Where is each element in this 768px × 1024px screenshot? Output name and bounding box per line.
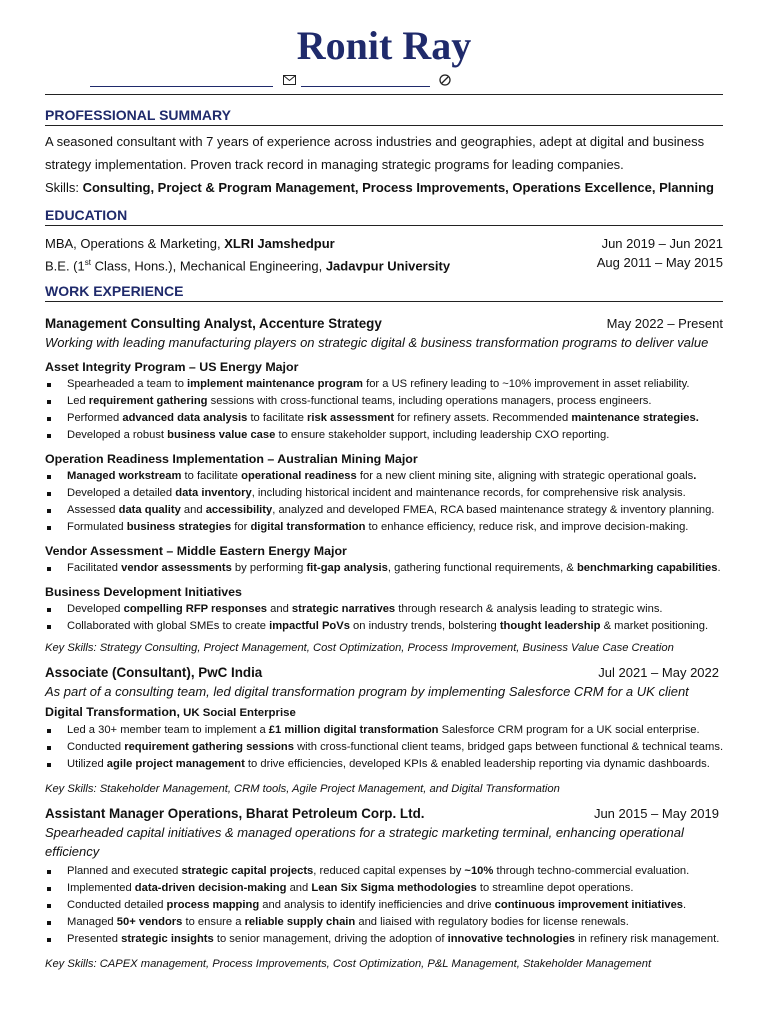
- bullet-text: .: [717, 562, 721, 575]
- education-dates: Jun 2019 – Jun 2021: [601, 236, 723, 251]
- slashed-circle-icon: [439, 74, 451, 89]
- bullet-text: sessions with cross-functional teams, including operations managers, process engineers.: [207, 395, 652, 408]
- bullet-text: for a US refinery leading to ~10% improvement in asset reliability.: [362, 378, 690, 391]
- contact-line: [45, 70, 723, 94]
- job-summary: Spearheaded capital initiatives & managed operations for a strategic marketing terminal, enhancing operational efficiency: [45, 825, 684, 860]
- bullet-text: to ensure a: [182, 916, 245, 929]
- bullet-item: [45, 427, 723, 444]
- bullet-text: Performed: [67, 412, 123, 425]
- bullet-text: Managed: [67, 916, 117, 929]
- job-title: Assistant Manager Operations, Bharat Petroleum Corp. Ltd.: [45, 806, 425, 822]
- section-heading-education: EDUCATION: [45, 207, 723, 226]
- school: Jadavpur University: [325, 258, 451, 274]
- bullet-text: on industry trends, bolstering: [349, 620, 500, 633]
- bullet-emphasis: innovative technologies: [447, 933, 576, 946]
- bullet-list: [45, 601, 723, 635]
- bullet-text: Conducted: [67, 741, 125, 754]
- bullet-item: [45, 393, 723, 410]
- candidate-name: Ronit Ray: [296, 23, 472, 68]
- degree: MBA, Operations & Marketing,: [45, 236, 225, 251]
- bullet-item: [45, 519, 723, 536]
- bullet-text: and liaised with regulatory bodies for license renewals.: [355, 916, 629, 929]
- bullet-item: [45, 880, 723, 897]
- job-header: [45, 804, 723, 823]
- bullet-emphasis: strategic insights: [121, 933, 214, 946]
- bullet-emphasis: digital transformation: [250, 521, 366, 534]
- bullet-text: by performing: [231, 562, 307, 575]
- bullet-text: for refinery assets. Recommended: [394, 412, 572, 425]
- bullet-emphasis: Managed workstream: [67, 470, 182, 483]
- bullet-emphasis: requirement gathering sessions: [124, 741, 294, 754]
- skills-line: [45, 176, 723, 199]
- job-dates: May 2022 – Present: [606, 316, 723, 332]
- bullet-text: to senior management, driving the adoption of: [213, 933, 448, 946]
- bullet-text: Implemented: [67, 882, 135, 895]
- project-title: Asset Integrity Program – US Energy Major: [45, 360, 299, 375]
- bullet-text: Formulated: [67, 521, 127, 534]
- bullet-text: Led: [67, 395, 89, 408]
- bullet-item: [45, 560, 723, 577]
- bullet-text: through techno-commercial evaluation.: [493, 865, 690, 878]
- bullet-text: Led a 30+ member team to implement a: [67, 724, 269, 737]
- bullet-text: and: [180, 504, 206, 517]
- bullet-text: to facilitate: [181, 470, 242, 483]
- key-skills: Key Skills: Stakeholder Management, CRM tools, Agile Project Management, and Digital Transformation: [45, 783, 560, 796]
- email-placeholder-line[interactable]: [90, 86, 273, 87]
- bullet-text: , including historical incident and maintenance records, for comprehensive risk analysis.: [251, 487, 686, 500]
- education-row: [45, 253, 723, 275]
- summary-text: A seasoned consultant with 7 years of experience across industries and geographies, adept at digital and business strategy implementation. Proven track record in managing strategic programs for leading companies.: [45, 134, 705, 172]
- bullet-text: through research & analysis leading to strategic wins.: [395, 603, 663, 616]
- project-title-main: Digital Transformation,: [45, 705, 180, 720]
- project-title: Operation Readiness Implementation – Australian Mining Major: [45, 452, 418, 467]
- bullet-text: Collaborated with global SMEs to create: [67, 620, 270, 633]
- degree: B.E. (1: [45, 258, 85, 274]
- bullet-text: with cross-functional client teams, bridged gaps between functional & technical teams.: [293, 741, 724, 754]
- bullet-emphasis: implement maintenance program: [187, 378, 363, 391]
- bullet-emphasis: thought leadership: [499, 620, 601, 633]
- skills-label: Skills:: [45, 180, 79, 195]
- skills-list: Consulting, Project & Program Management, Process Improvements, Operations Excellence, Planning: [82, 180, 714, 195]
- key-skills: Key Skills: Strategy Consulting, Project Management, Cost Optimization, Process Improvement, Business Value Case Creation: [45, 642, 674, 655]
- bullet-text: Developed a detailed: [67, 487, 176, 500]
- bullet-text: for: [231, 521, 251, 534]
- bullet-text: Utilized: [67, 758, 107, 771]
- bullet-text: Presented: [67, 933, 122, 946]
- bullet-text: , analyzed and developed FMEA, RCA based maintenance strategy & inventory planning.: [272, 504, 715, 517]
- key-skills: Key Skills: CAPEX management, Process Improvements, Cost Optimization, P&L Management, Stakeholder Management: [45, 958, 652, 971]
- bullet-emphasis: fit-gap analysis: [306, 562, 388, 575]
- bullet-emphasis: requirement gathering: [88, 395, 208, 408]
- bullet-item: [45, 914, 723, 931]
- bullet-text: to enhance efficiency, reduce risk, and improve decision-making.: [365, 521, 689, 534]
- bullet-emphasis: risk assessment: [307, 412, 395, 425]
- bullet-emphasis: strategic narratives: [291, 603, 396, 616]
- bullet-text: to facilitate: [247, 412, 308, 425]
- bullet-item: [45, 502, 723, 519]
- degree: Class, Hons.), Mechanical Engineering,: [90, 258, 326, 274]
- bullet-text: for a new client mining site, aligning with strategic operational goals: [356, 470, 694, 483]
- bullet-emphasis: operational readiness: [241, 470, 357, 483]
- bullet-emphasis: continuous improvement initiatives: [494, 899, 684, 912]
- section-heading-work: WORK EXPERIENCE: [45, 283, 723, 302]
- job-summary: As part of a consulting team, led digital transformation program by implementing Salesforce CRM for a UK client: [45, 684, 689, 700]
- bullet-text: Spearheaded a team to: [67, 378, 188, 391]
- project-title-client: UK Social Enterprise: [179, 707, 296, 720]
- bullet-text: Developed: [67, 603, 124, 616]
- bullet-item: [45, 376, 723, 393]
- job-header: [45, 314, 723, 333]
- bullet-emphasis: reliable supply chain: [244, 916, 356, 929]
- bullet-text: Facilitated: [67, 562, 122, 575]
- degree-superscript: st: [84, 258, 91, 267]
- bullet-item: [45, 618, 723, 635]
- job-dates: Jul 2021 – May 2022: [598, 665, 719, 681]
- bullet-text: .: [683, 899, 687, 912]
- bullet-text: and analysis to identify inefficiencies and drive: [259, 899, 495, 912]
- bullet-item: [45, 410, 723, 427]
- school: XLRI Jamshedpur: [224, 236, 335, 251]
- bullet-item: [45, 722, 723, 739]
- bullet-list: [45, 560, 723, 577]
- bullet-list: [45, 722, 723, 773]
- bullet-text: , gathering functional requirements, &: [387, 562, 577, 575]
- bullet-item: [45, 601, 723, 618]
- bullet-item: [45, 863, 723, 880]
- bullet-emphasis: maintenance strategies.: [571, 412, 699, 425]
- bullet-item: [45, 485, 723, 502]
- education-row: [45, 234, 723, 253]
- envelope-icon: [283, 74, 296, 88]
- resume-page: [45, 0, 723, 973]
- bullet-emphasis: vendor assessments: [121, 562, 232, 575]
- project-title: Vendor Assessment – Middle Eastern Energy Major: [45, 544, 347, 559]
- bullet-emphasis: strategic capital projects: [181, 865, 314, 878]
- bullet-text: in refinery risk management.: [575, 933, 720, 946]
- job-title: Management Consulting Analyst, Accenture Strategy: [45, 316, 382, 332]
- bullet-emphasis: Lean Six Sigma methodologies: [311, 882, 477, 895]
- bullet-emphasis: compelling RFP responses: [123, 603, 268, 616]
- bullet-emphasis: benchmarking capabilities: [576, 562, 718, 575]
- bullet-item: [45, 739, 723, 756]
- bullet-emphasis: data quality: [118, 504, 181, 517]
- job-header: [45, 663, 723, 682]
- bullet-item: [45, 931, 723, 948]
- bullet-text: Developed a robust: [67, 429, 168, 442]
- project-title: [45, 703, 723, 722]
- bullet-list: [45, 376, 723, 444]
- bullet-list: [45, 468, 723, 536]
- bullet-text: and: [267, 603, 292, 616]
- bullet-text: to ensure stakeholder support, including leadership CXO reporting.: [275, 429, 610, 442]
- bullet-text: Planned and executed: [67, 865, 182, 878]
- bullet-text: and: [286, 882, 312, 895]
- bullet-emphasis: £1 million digital transformation: [268, 724, 439, 737]
- bullet-emphasis: .: [693, 470, 697, 483]
- bullet-emphasis: advanced data analysis: [122, 412, 248, 425]
- job-summary: Working with leading manufacturing players on strategic digital & business transformation programs to deliver value: [45, 335, 709, 351]
- bullet-emphasis: impactful PoVs: [269, 620, 350, 633]
- bullet-item: [45, 897, 723, 914]
- bullet-emphasis: agile project management: [106, 758, 245, 771]
- bullet-emphasis: business strategies: [126, 521, 232, 534]
- bullet-text: Assessed: [67, 504, 119, 517]
- bullet-emphasis: accessibility: [205, 504, 273, 517]
- education-dates: Aug 2011 – May 2015: [596, 255, 723, 270]
- bullet-text: & market positioning.: [600, 620, 709, 633]
- bullet-item: [45, 468, 723, 485]
- project-title: Business Development Initiatives: [45, 585, 242, 600]
- header-divider: [45, 94, 723, 95]
- section-heading-summary: PROFESSIONAL SUMMARY: [45, 107, 723, 126]
- job-title: Associate (Consultant), PwC India: [45, 665, 263, 681]
- link-placeholder-line[interactable]: [301, 86, 430, 87]
- bullet-emphasis: process mapping: [166, 899, 260, 912]
- bullet-list: [45, 863, 723, 948]
- bullet-text: to streamline depot operations.: [476, 882, 634, 895]
- bullet-emphasis: ~10%: [464, 865, 494, 878]
- bullet-text: Salesforce CRM program for a UK social enterprise.: [438, 724, 700, 737]
- bullet-emphasis: business value case: [167, 429, 276, 442]
- job-dates: Jun 2015 – May 2019: [593, 806, 719, 822]
- bullet-emphasis: 50+ vendors: [116, 916, 183, 929]
- bullet-emphasis: data inventory: [175, 487, 252, 500]
- bullet-emphasis: data-driven decision-making: [134, 882, 287, 895]
- bullet-item: [45, 756, 723, 773]
- bullet-text: to drive efficiencies, developed KPIs & enabled leadership reporting via dynamic dashboards.: [244, 758, 710, 771]
- bullet-text: , reduced capital expenses by: [313, 865, 465, 878]
- bullet-text: Conducted detailed: [67, 899, 167, 912]
